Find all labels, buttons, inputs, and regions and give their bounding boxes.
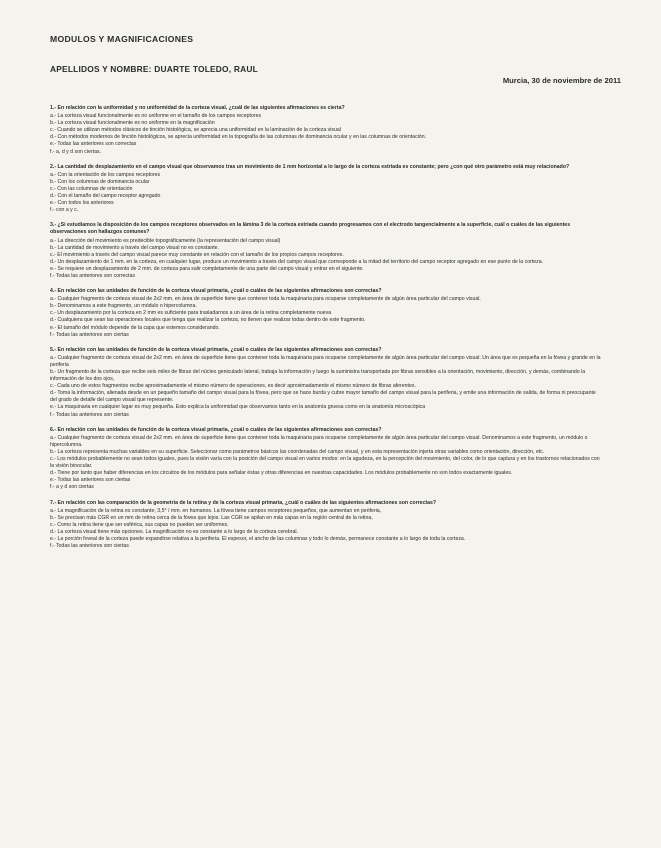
question-text: 7.- En relación con las comparación de la geometría de la retina y de la corteza visual primaria, ¿cuál o cuáles de las siguientes afirmaciones son correctas?	[50, 499, 437, 506]
answer-option: e.- La maquinaria en cualquier lugar es muy pequeña. Esto explica la uniformidad que observamos tanto en la anatomía gruesa como en la anatomía microscópica	[50, 404, 426, 411]
answer-option: c.- El movimiento a través del campo visual parece muy constante en relación con el tamaño de los propios campos receptores.	[50, 251, 344, 258]
answer-option: a.- Cualquier fragmento de corteza visual de 2x2 mm. en área de superficie tiene que contener toda la maquinaria para ocuparse completamente de algún área particular del campo visual. Denominamos a este fragmento, un módulo o hipercolumna.	[50, 434, 588, 448]
question-4	[50, 288, 601, 339]
answer-option: c.- Cada uno de estos fragmentos recibe aproximadamente el mismo número de operaciones, es decir aproximadamente el mismo número de fibras aferentes.	[50, 383, 416, 390]
answer-option: f.- Todas las anteriores son ciertas	[50, 331, 129, 338]
answer-option: e.- La porción foveal de la corteza puede expandirse relativa a la periferia. El espesor, el ancho de las columnas y todo lo demás, permanece constante a lo largo de toda la corteza.	[50, 535, 466, 542]
answer-option: a.- Cualquier fragmento de corteza visual de 2x2 mm. en área de superficie tiene que contener toda la maquinaria para ocuparse completamente de algún área particular del campo visual. Un área que es pequeña en la fóvea y grande en la periferia	[50, 354, 601, 368]
answer-option: c.- Cuando se utilizan métodos clásicos de tinción histológica, se aprecia una uniformidad en la laminación de la corteza visual	[50, 127, 341, 134]
answer-option: e.- El tamaño del módulo depende de la capa que estemos considerando.	[50, 324, 220, 331]
answer-option: d.- La corteza visual tiene más opciones. La magnificación no es constante a lo largo de la corteza cerebral.	[50, 528, 298, 535]
question-text: 4.- En relación con las unidades de función de la corteza visual primaria, ¿cuál o cuáles de las siguientes afirmaciones son correctas?	[50, 288, 382, 295]
answer-option: b.- Denominamos a este fragmento, un módulo o hipercolumna.	[50, 303, 197, 310]
answer-option: b.- La corteza visual funcionalmente es no uniforme en la magnificación	[50, 120, 215, 127]
answer-option: d.- Con el tamaño del campo receptor agregado	[50, 193, 161, 200]
answer-option: b.- Un fragmento de la corteza que recibe seis miles de fibras del núcleo geniculado lateral, trabaja la información y luego la suministra transportada por fibras sensibles a la orientación, movimiento, dirección, y demás, combinando la información de los dos ojos,	[50, 369, 586, 383]
question-text: 6.- En relación con las unidades de función de la corteza visual primaria, ¿cuál o cuáles de las siguientes afirmaciones son correctas?	[50, 426, 382, 433]
question-text: 2.- La cantidad de desplazamiento en el campo visual que observamos tras un movimiento de 1 mm horizontal a lo largo de la corteza estriada es constante; pero ¿con qué otro parámetro está muy relacionado?	[50, 163, 570, 170]
answer-option: f.- Todas las anteriores son correctas	[50, 272, 135, 279]
answer-option: a.- La magnificación de la retina es constante; 3,5° / mm. en humanos. La fóvea tiene campos receptores pequeños, que aumentan en periferia,	[50, 507, 382, 514]
question-6	[50, 427, 601, 492]
answer-option: c.- Los módulos probablemente no sean todos iguales, pues la visión varía con la posición del campo visual en varios modos: en la agudeza, en la percepción del movimiento, del color, de lo que captura y en los trastornos relacionados con la visión binocular.	[50, 456, 600, 470]
answer-option: e.- Todas las anteriores son ciertas	[50, 477, 131, 484]
answer-option: d.- Con métodos modernos de tinción histológicos, se aprecia uniformidad en la topografía de las columnas de dominancia ocular y en las columnas de orientación.	[50, 134, 427, 141]
question-3	[50, 222, 601, 280]
answer-option: d.- Un desplazamiento de 1 mm. en la corteza, en cualquier lugar, produce un movimiento a través del campo visual que corresponde a la mitad del territorio del campo receptor agregado en ese punto de la corteza.	[50, 258, 544, 265]
answer-option: c.- Un desplazamiento por la corteza en 2 mm es suficiente para trasladarnos a un área de la retina completamente nueva	[50, 310, 332, 317]
question-5	[50, 347, 601, 419]
answer-option: b.- La corteza representa muchas variables en su superficie. Seleccionar como parámetros básicos las coordenadas del campo visual, y en esta representación injerta otras variables como orientación, dirección, etc.	[50, 448, 545, 455]
answer-option: b.- La cantidad de movimiento a través del campo visual no es constante.	[50, 244, 219, 251]
answer-option: e.- Todas las anteriores son correctas	[50, 141, 137, 148]
answer-option: f.- a y d son ciertas	[50, 484, 94, 491]
answer-option: e.- Se requiere un desplazamiento de 2 mm. de corteza para salir completamente de una parte del campo visual y entrar en el siguiente.	[50, 265, 364, 272]
answer-option: c.- Con las columnas de orientación	[50, 185, 133, 192]
answer-option: d.- Toma la información, alienada desde en un pequeño tamaño del campo visual para la fóvea, pero que se hace burda y cubre mayor tamaño del campo visual para la periferia, y emite una información de salida, de forma ni preocupante del grado de detalle del campo visual que represente.	[50, 390, 596, 404]
answer-option: f.- Todas las anteriores son ciertas	[50, 543, 129, 550]
question-2	[50, 164, 601, 215]
answer-option: e.- Con todos los anteriores	[50, 200, 114, 207]
answer-option: a.- Cualquier fragmento de corteza visual de 2x2 mm. en área de superficie tiene que contener toda la maquinaria para ocuparse completamente de algún área particular del campo visual.	[50, 296, 481, 303]
question-text: 3.- ¿Si estudiamos la disposición de los campos receptores observados en la lámina 3 de la corteza estriada cuando progresamos con el electrodo tangencialmente a la superficie, cuál o cuáles de las siguientes observaciones son hallazgos comunes?	[50, 222, 571, 236]
answer-option: c.- Como la retina tiene que ser esférica, sus capas no pueden ser uniformes.	[50, 521, 229, 528]
question-text: 5.- En relación con las unidades de función de la corteza visual primaria, ¿cuál o cuáles de las siguientes afirmaciones son correctas?	[50, 346, 382, 353]
answer-option: a.- La dirección del movimiento es predecible topográficamente (la representación del campo visual)	[50, 237, 281, 244]
document-title: MODULOS Y MAGNIFICACIONES	[50, 34, 194, 44]
answer-option: a.- Con la orientación de los campos receptores	[50, 171, 161, 178]
question-list	[50, 105, 601, 550]
answer-option: f.- Todas las anteriores son ciertas	[50, 411, 129, 418]
question-text: 1.- En relación con la uniformidad y no uniformidad de la corteza visual, ¿cuál de las siguientes afirmaciones es cierta?	[50, 105, 345, 111]
answer-option: d.- Cualquiera que sean las operaciones locales que tenga que realizar la corteza, no tienen que realizar todas dentro de este fragmento.	[50, 317, 366, 324]
question-1	[50, 105, 601, 156]
answer-option: a.- La corteza visual funcionalmente es no uniforme en el tamaño de los campos receptores	[50, 113, 262, 120]
answer-option: f.- con a y c.	[50, 207, 79, 214]
answer-option: d.- Tiene por tanto que haber diferencias en los circuitos de los módulos para señalar éstas y otras diferencias en nuestras capacidades. Los módulos probablemente no son todos exactamente iguales.	[50, 470, 513, 477]
question-7	[50, 500, 601, 551]
answer-option: b.- Se precisan más CGR en un mm de retina cerca de la fóvea que lejos. Las CGR se apilan en más capas en la región central de la retina,	[50, 514, 373, 521]
answer-option: f.- a, d y d son ciertas.	[50, 148, 102, 155]
answer-option: b.- Con los columnas de dominancia ocular	[50, 178, 150, 185]
student-name: APELLIDOS Y NOMBRE: DUARTE TOLEDO, RAUL	[50, 64, 258, 74]
document-date: Murcia, 30 de noviembre de 2011	[502, 76, 621, 85]
